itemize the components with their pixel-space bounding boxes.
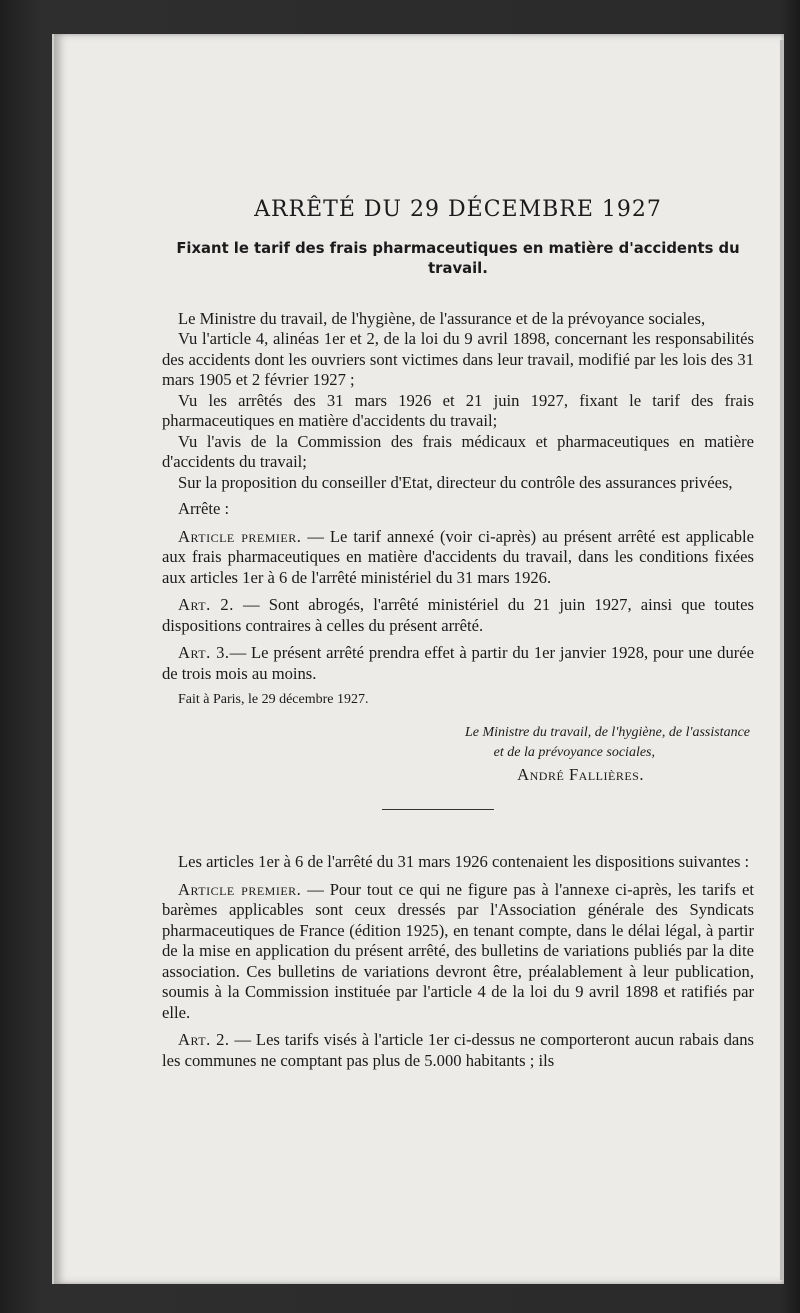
annex-article-2 [162, 1030, 754, 1071]
preamble-minister: Le Ministre du travail, de l'hygiène, de l'assurance et de la prévoyance sociales, [178, 308, 706, 328]
article-2-label: Art. 2. [178, 595, 234, 614]
signature-name: André Fallières. [517, 764, 644, 784]
preamble-vu-loi: Vu l'article 4, alinéas 1er et 2, de la loi du 9 avril 1898, concernant les responsabilités des accidents dont les ouvriers sont victimes dans leur travail, modifié par les lois des 31 mars 1905 et 2 février 1927 ; [162, 329, 754, 389]
article-3-label: Art. 3. [178, 643, 230, 662]
annex-article-2-label: Art. 2. [178, 1030, 230, 1049]
article-2-text: — Sont abrogés, l'arrêté ministériel du 21 juin 1927, ainsi que toutes dispositions contraires à celles du présent arrêté. [162, 595, 754, 635]
document-body [162, 197, 754, 1071]
annex-intro: Les articles 1er à 6 de l'arrêté du 31 mars 1926 contenaient les dispositions suivantes : [178, 852, 750, 871]
arrete-label: Arrête : [178, 499, 230, 518]
signature-line-1: Le Ministre du travail, de l'hygiène, de l'assistance [464, 724, 750, 740]
article-3-text: — Le présent arrêté prendra effet à partir du 1er janvier 1928, pour une durée de trois mois au moins. [162, 643, 754, 683]
fait-a-paris: Fait à Paris, le 29 décembre 1927. [178, 692, 369, 707]
document-subtitle: Fixant le tarif des frais pharmaceutiques en matière d'accidents du travail. [176, 239, 740, 277]
annex-article-1 [162, 880, 754, 1024]
article-1 [162, 527, 754, 589]
annex-article-2-text: — Les tarifs visés à l'article 1er ci-dessus ne comporteront aucun rabais dans les communes ne comptant pas plus de 5.000 habitants ; ils [162, 1030, 754, 1070]
preamble-proposition: Sur la proposition du conseiller d'Etat, directeur du contrôle des assurances privées, [178, 472, 733, 492]
signature-line-2: et de la prévoyance sociales, [493, 744, 655, 760]
annex-article-1-label: Article premier. [178, 879, 302, 899]
article-1-label: Article premier. [178, 526, 302, 546]
article-2 [162, 595, 754, 636]
preamble-vu-avis: Vu l'avis de la Commission des frais médicaux et pharmaceutiques en matière d'accidents du travail; [162, 431, 754, 471]
article-3 [162, 643, 754, 684]
section-divider [382, 809, 494, 810]
page-edge [780, 40, 784, 1280]
signature-title [162, 723, 754, 763]
document-title: ARRÊTÉ DU 29 DÉCEMBRE 1927 [254, 197, 662, 222]
annex-article-1-text: — Pour tout ce qui ne figure pas à l'annexe ci-après, les tarifs et barèmes applicables sont ceux dressés par l'Association générale des Syndicats pharmaceutiques de France (édition 1925), en tenant compte, dans le délai légal, à partir de la mise en application du présent arrêté, des bulletins de variations publiés par la dite association. Ces bulletins de variations devront être, préalablement à leur publication, soumis à la Commission instituée par l'article 4 de la loi du 9 avril 1898 et ratifiés par elle. [162, 879, 754, 1022]
preamble-vu-arretes: Vu les arrêtés des 31 mars 1926 et 21 juin 1927, fixant le tarif des frais pharmaceutiques en matière d'accidents du travail; [162, 390, 754, 430]
article-1-text: — Le tarif annexé (voir ci-après) au présent arrêté est applicable aux frais pharmaceutiques en matière d'accidents du travail, dans les conditions fixées aux articles 1er à 6 de l'arrêté ministériel du 31 mars 1926. [162, 526, 754, 587]
